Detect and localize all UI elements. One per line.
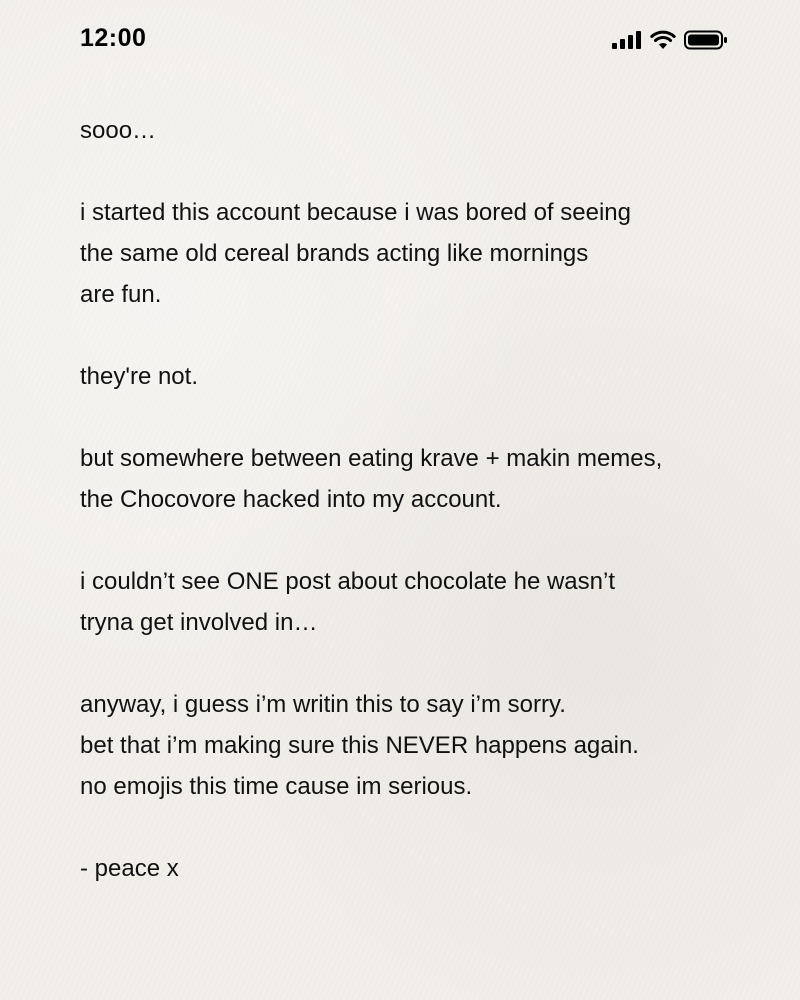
note-line: anyway, i guess i’m writin this to say i’m sorry. xyxy=(80,691,566,718)
note-line: bet that i’m making sure this NEVER happens again. xyxy=(80,732,639,759)
note-line: - peace x xyxy=(80,855,179,882)
note-line: i started this account because i was bored of seeing xyxy=(80,199,631,226)
status-bar xyxy=(0,0,800,80)
note-paragraph xyxy=(80,684,740,807)
note-line: they're not. xyxy=(80,363,198,390)
status-icons xyxy=(612,28,728,52)
note-paragraph xyxy=(80,192,740,315)
note-paragraph xyxy=(80,356,740,397)
note-line: tryna get involved in… xyxy=(80,609,318,636)
note-line: no emojis this time cause im serious. xyxy=(80,773,473,800)
note-line: i couldn’t see ONE post about chocolate he wasn’t xyxy=(80,568,615,595)
note-line: sooo… xyxy=(80,117,157,144)
note-line: but somewhere between eating krave + makin memes, xyxy=(80,445,663,472)
note-paragraph xyxy=(80,110,740,151)
note-line: the same old cereal brands acting like mornings xyxy=(80,240,589,267)
note-paragraph xyxy=(80,561,740,643)
note-signoff xyxy=(80,848,740,889)
battery-icon xyxy=(684,30,728,50)
status-time: 12:00 xyxy=(80,24,147,52)
note-line: the Chocovore hacked into my account. xyxy=(80,486,502,513)
wifi-icon xyxy=(650,30,676,50)
note-paragraph xyxy=(80,438,740,520)
cellular-signal-icon xyxy=(612,31,642,49)
note-body xyxy=(80,110,740,930)
note-line: are fun. xyxy=(80,281,162,308)
